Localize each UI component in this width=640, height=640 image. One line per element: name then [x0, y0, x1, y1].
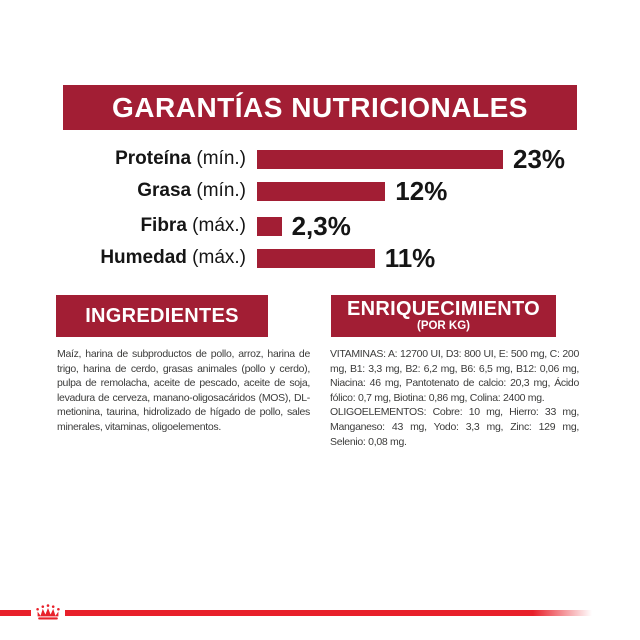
chart-label-qualifier: (máx.): [192, 215, 246, 236]
chart-label-name: Humedad: [100, 247, 187, 268]
chart-bar: [257, 150, 503, 169]
enrichment-subtitle: (POR KG): [416, 320, 471, 332]
chart-label-qualifier: (mín.): [196, 148, 246, 169]
ingredients-banner: [56, 295, 268, 337]
royal-canin-crown-logo: [31, 600, 65, 625]
enrichment-title: ENRIQUECIMIENTO: [346, 298, 541, 320]
chart-label-name: Proteína: [115, 148, 192, 169]
oligoelements-body: OLIGOELEMENTOS: Cobre: 10 mg, Hierro: 33 mg, Manganeso: 43 mg, Yodo: 3,3 mg, Zinc: 129 mg, Selenio: 0,08 mg.: [330, 406, 579, 448]
chart-row: [0, 242, 436, 273]
chart-value: 12%: [395, 175, 448, 206]
chart-row: [0, 210, 351, 241]
ingredients-body: Maíz, harina de subproductos de pollo, arroz, harina de trigo, harina de cerdo, grasas animales (pollo y cerdo), pulpa de remolacha, aceite de pescado, aceite de soja, levadura de cerveza, manano-oligosacáridos (MOS), DL-metionina, taurina, hidrolizado de hígado de pollo, sales minerales, vitaminas, oligoelementos.: [57, 348, 310, 433]
enrichment-text-column: [330, 347, 579, 449]
chart-row: [0, 175, 448, 206]
vitamins-body: VITAMINAS: A: 12700 UI, D3: 800 UI, E: 500 mg, C: 200 mg, B1: 3,3 mg, B2: 6,2 mg, B6: 6,5 mg, B12: 0,06 mg, Niacina: 46 mg, Pantotenato de calcio: 20,3 mg, Ácido fólico: 0,7 mg, Biotina: 0,86 mg, Colina: 2400 mg.: [330, 348, 579, 404]
chart-value: 23%: [513, 143, 566, 174]
brand-rule: [0, 610, 592, 616]
page-title: GARANTÍAS NUTRICIONALES: [112, 91, 528, 123]
chart-label-qualifier: (mín.): [196, 180, 246, 201]
chart-value: 11%: [384, 242, 436, 273]
enrichment-banner: [331, 295, 556, 337]
chart-row: [0, 143, 566, 174]
nutrition-guarantees-banner: [63, 85, 577, 130]
chart-bar: [257, 249, 375, 268]
chart-label-qualifier: (máx.): [192, 247, 246, 268]
chart-bar: [257, 217, 282, 236]
chart-label-name: Grasa: [137, 180, 192, 201]
chart-label-name: Fibra: [140, 215, 187, 236]
chart-bar: [257, 182, 385, 201]
ingredients-text-column: [57, 347, 310, 435]
chart-value: 2,3%: [291, 210, 351, 241]
ingredients-title: INGREDIENTES: [85, 304, 239, 327]
crown-icon: [35, 603, 61, 622]
